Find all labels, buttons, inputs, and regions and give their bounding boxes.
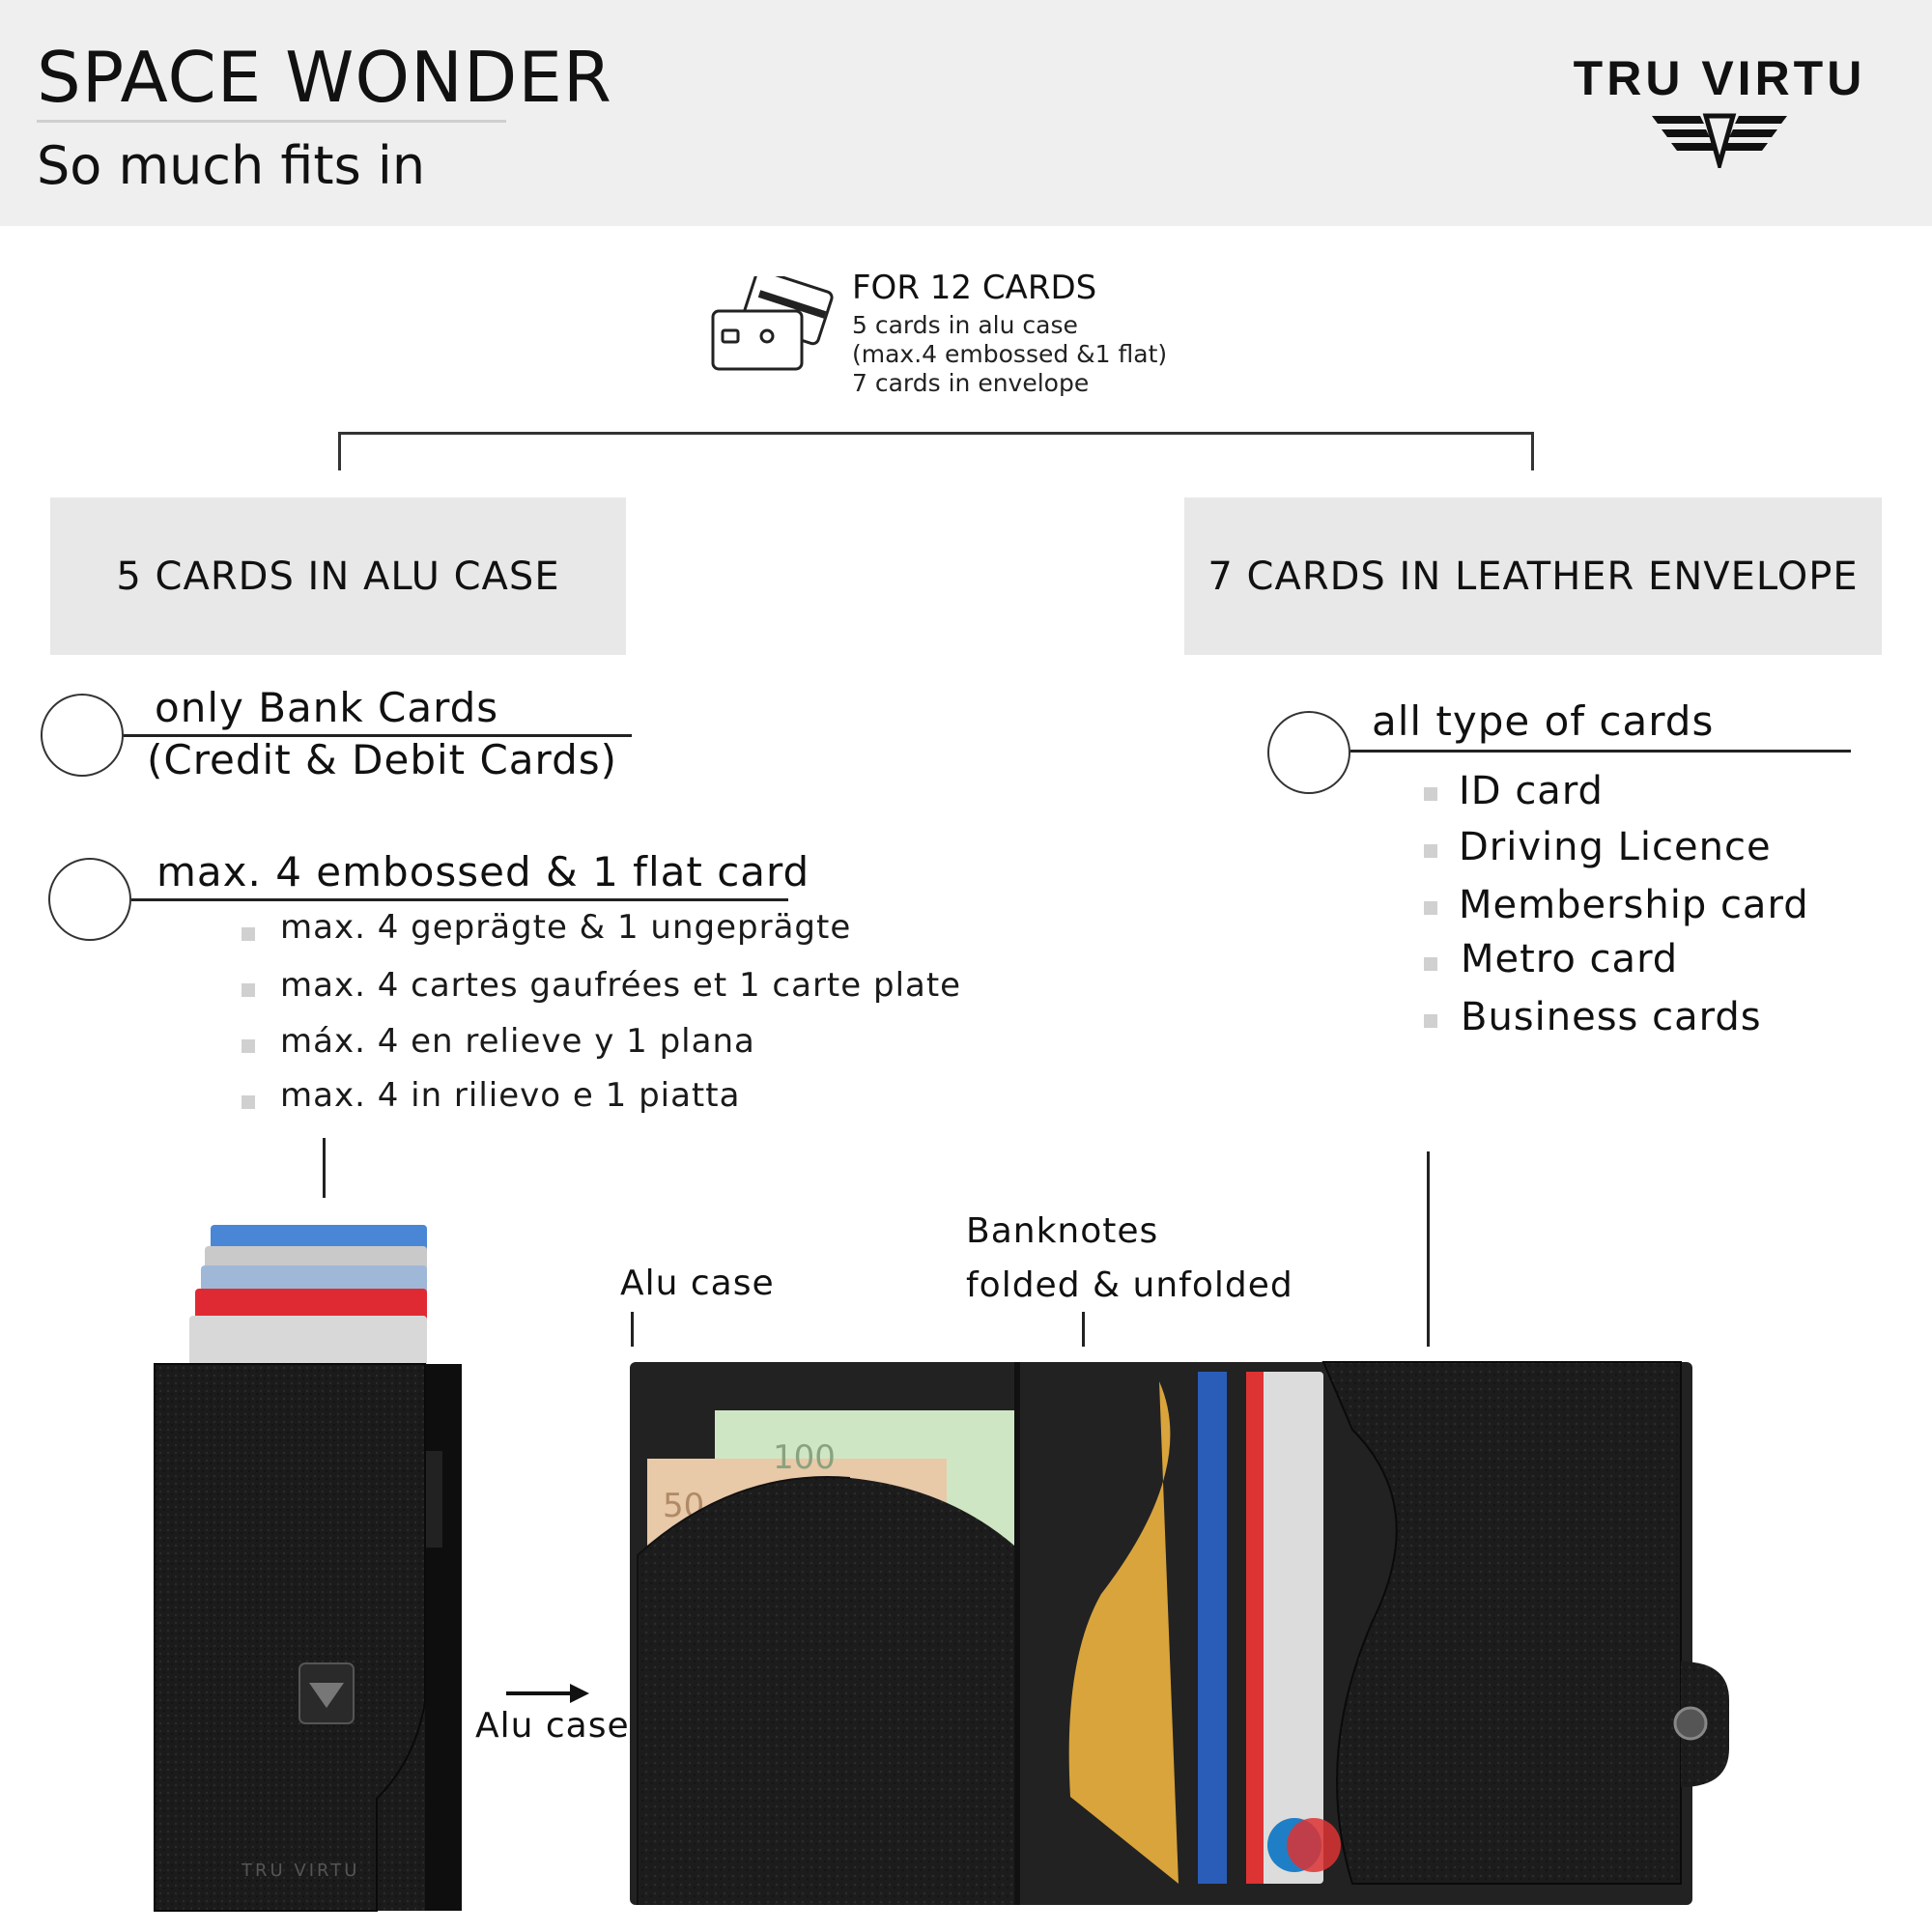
alu-case-label: Alu case [620, 1264, 775, 1303]
list-bullet [1424, 844, 1437, 858]
translation-it: max. 4 in rilievo e 1 piatta [280, 1076, 741, 1115]
bracket-connector-left [338, 432, 341, 470]
list-bullet [242, 1095, 255, 1109]
feature-all-cards: all type of cards [1372, 697, 1715, 745]
translation-es: máx. 4 en relieve y 1 plana [280, 1022, 755, 1061]
capacity-line: 7 cards in envelope [852, 369, 1090, 397]
feature-underline [1350, 750, 1851, 753]
credit-cards-icon [709, 276, 835, 379]
card-type-item: Driving Licence [1459, 825, 1772, 869]
list-bullet [242, 1039, 255, 1053]
page-title: SPACE WONDER [37, 37, 612, 118]
bracket-connector [338, 432, 1534, 435]
feature-circle-icon [41, 694, 124, 777]
feature-embossed: max. 4 embossed & 1 flat card [156, 848, 810, 895]
capacity-title: FOR 12 CARDS [852, 269, 1097, 307]
brand-name: TRU VIRTU [1573, 51, 1866, 105]
list-bullet [1424, 957, 1437, 971]
bracket-connector-right [1531, 432, 1534, 470]
feature-bank-cards-detail: (Credit & Debit Cards) [147, 736, 617, 783]
leather-envelope-heading: 7 CARDS IN LEATHER ENVELOPE [1184, 497, 1882, 655]
list-bullet [1424, 787, 1437, 801]
list-bullet [1424, 901, 1437, 915]
feature-circle-icon [48, 858, 131, 941]
wallet-brand-text: TRU VIRTU [242, 1861, 360, 1881]
arrow-right-icon [504, 1679, 591, 1708]
alu-case-heading: 5 CARDS IN ALU CASE [50, 497, 626, 655]
banknotes-label: Banknotes [966, 1211, 1159, 1251]
feature-bank-cards: only Bank Cards [155, 684, 499, 731]
alu-case-arrow-label: Alu case [475, 1706, 630, 1746]
connector-line [1082, 1312, 1085, 1347]
translation-de: max. 4 geprägte & 1 ungeprägte [280, 908, 852, 947]
list-bullet [242, 927, 255, 941]
tru-virtu-wings-logo-icon [1652, 110, 1787, 168]
card-type-item: ID card [1459, 769, 1604, 813]
svg-text:100: 100 [773, 1438, 836, 1477]
card-type-item: Membership card [1459, 883, 1809, 927]
title-divider [37, 120, 506, 123]
feature-underline [131, 898, 788, 901]
feature-circle-icon [1267, 711, 1350, 794]
connector-line [323, 1138, 326, 1198]
list-bullet [242, 983, 255, 997]
card-type-item: Metro card [1461, 937, 1679, 981]
card-type-item: Business cards [1461, 995, 1762, 1039]
capacity-line: 5 cards in alu case [852, 311, 1078, 339]
open-wallet-image [618, 1343, 1739, 1907]
capacity-line: (max.4 embossed &1 flat) [852, 340, 1168, 368]
banknotes-label-detail: folded & unfolded [966, 1265, 1293, 1305]
brand-logo[interactable] [1546, 50, 1893, 168]
page-subtitle: So much fits in [37, 135, 426, 196]
connector-line [631, 1312, 634, 1347]
translation-fr: max. 4 cartes gaufrées et 1 carte plate [280, 966, 962, 1005]
closed-wallet-image [135, 1219, 473, 1915]
connector-line [1427, 1151, 1430, 1347]
svg-text:50: 50 [663, 1487, 705, 1525]
list-bullet [1424, 1014, 1437, 1028]
